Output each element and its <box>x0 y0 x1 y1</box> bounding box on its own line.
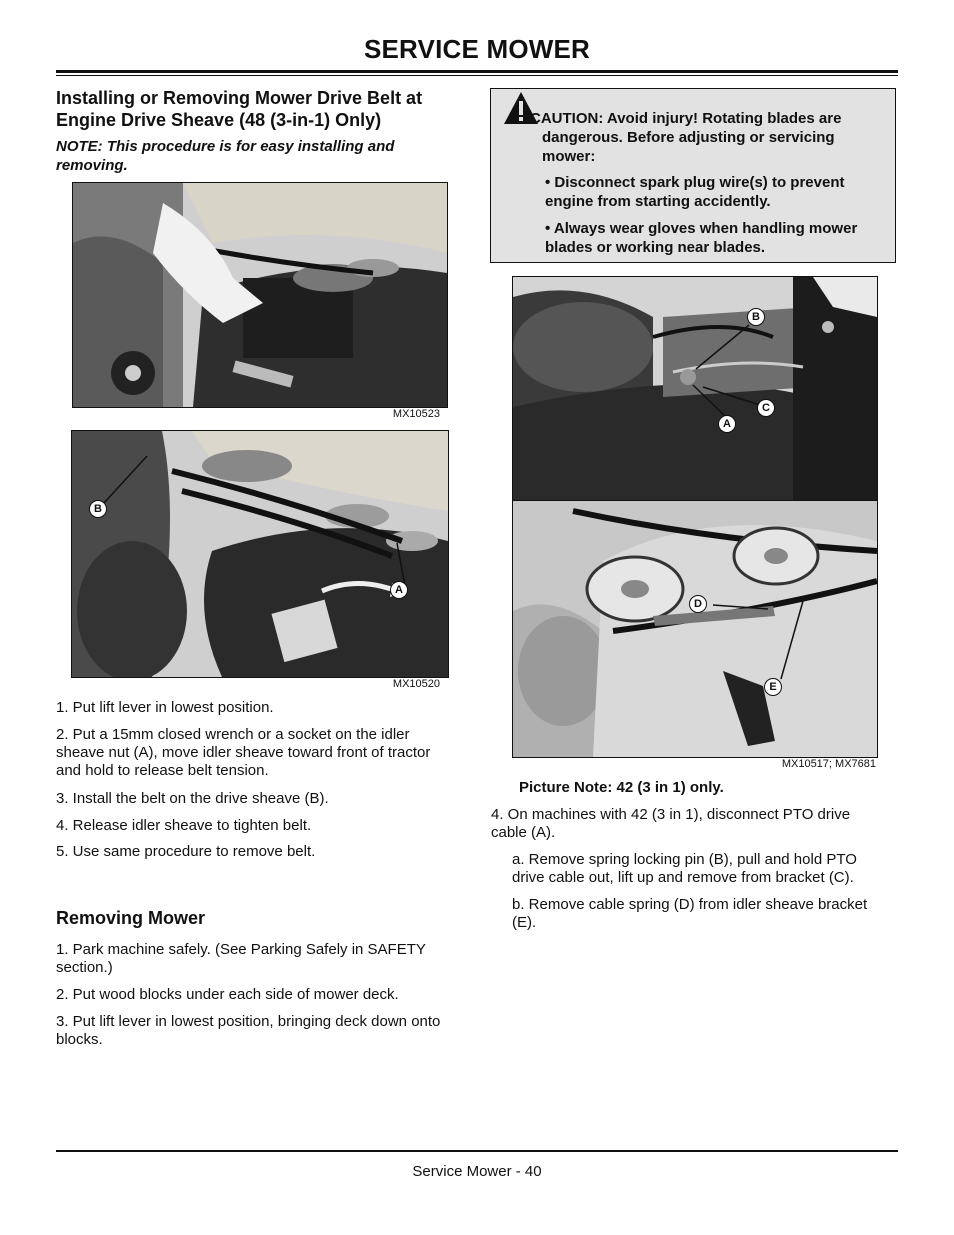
photo-pto-cable <box>512 276 878 502</box>
step-5: 5. Use same procedure to remove belt. <box>56 843 316 860</box>
callout-d: D <box>689 595 707 613</box>
figure-caption: MX10523 <box>392 408 440 420</box>
page-footer: Service Mower - 40 <box>412 1163 542 1180</box>
step-4: 4. Release idler sheave to tighten belt. <box>56 817 312 834</box>
photo-idler-sheave <box>71 430 449 678</box>
step-4-pto: 4. On machines with 42 (3 in 1), disconnect PTO drive cable (A). <box>491 806 851 841</box>
caution-bullet-1: • Disconnect spark plug wire(s) to prevent engine from starting accidently. <box>545 174 845 210</box>
callout-c: C <box>757 399 775 417</box>
remove-step-1: 1. Park machine safely. (See Parking Safely in SAFETY section.) <box>56 941 426 976</box>
footer-rule <box>56 1150 898 1152</box>
substep-b: b. Remove cable spring (D) from idler sheave bracket (E). <box>512 896 868 931</box>
picture-note: Picture Note: 42 (3 in 1) only. <box>519 779 724 796</box>
page-title: SERVICE MOWER <box>363 34 591 64</box>
callout-e: E <box>764 678 782 696</box>
remove-step-2: 2. Put wood blocks under each side of mower deck. <box>56 986 399 1003</box>
callout-a: A <box>718 415 736 433</box>
procedure-note: NOTE: This procedure is for easy installing and removing. <box>56 138 395 174</box>
header-rule-thin <box>56 75 898 76</box>
callout-b: B <box>89 500 107 518</box>
substep-a: a. Remove spring locking pin (B), pull and hold PTO drive cable out, lift up and remove from bracket (C). <box>512 851 857 886</box>
callout-b: B <box>747 308 765 326</box>
caution-bullet-2: • Always wear gloves when handling mower blades or working near blades. <box>545 220 858 256</box>
photo-cable-spring <box>512 500 878 758</box>
figure-caption: MX10520 <box>392 678 440 690</box>
remove-step-3: 3. Put lift lever in lowest position, bringing deck down onto blocks. <box>56 1013 441 1048</box>
photo-belt-install <box>72 182 448 408</box>
step-3: 3. Install the belt on the drive sheave (B). <box>56 790 329 807</box>
section-title-drive-belt: Installing or Removing Mower Drive Belt at Engine Drive Sheave (48 (3-in-1) Only) <box>56 88 423 130</box>
step-1: 1. Put lift lever in lowest position. <box>56 699 274 716</box>
caution-main: CAUTION: Avoid injury! Rotating blades are dangerous. Before adjusting or servicing mower: <box>530 110 842 165</box>
section-title-removing-mower: Removing Mower <box>56 908 206 928</box>
step-2: 2. Put a 15mm closed wrench or a socket on the idler sheave nut (A), move idler sheave toward front of tractor and hold to release belt tension. <box>56 726 431 779</box>
header-rule <box>56 70 898 73</box>
callout-a: A <box>390 581 408 599</box>
figure-caption: MX10517; MX7681 <box>781 758 876 770</box>
caution-box <box>490 88 896 263</box>
